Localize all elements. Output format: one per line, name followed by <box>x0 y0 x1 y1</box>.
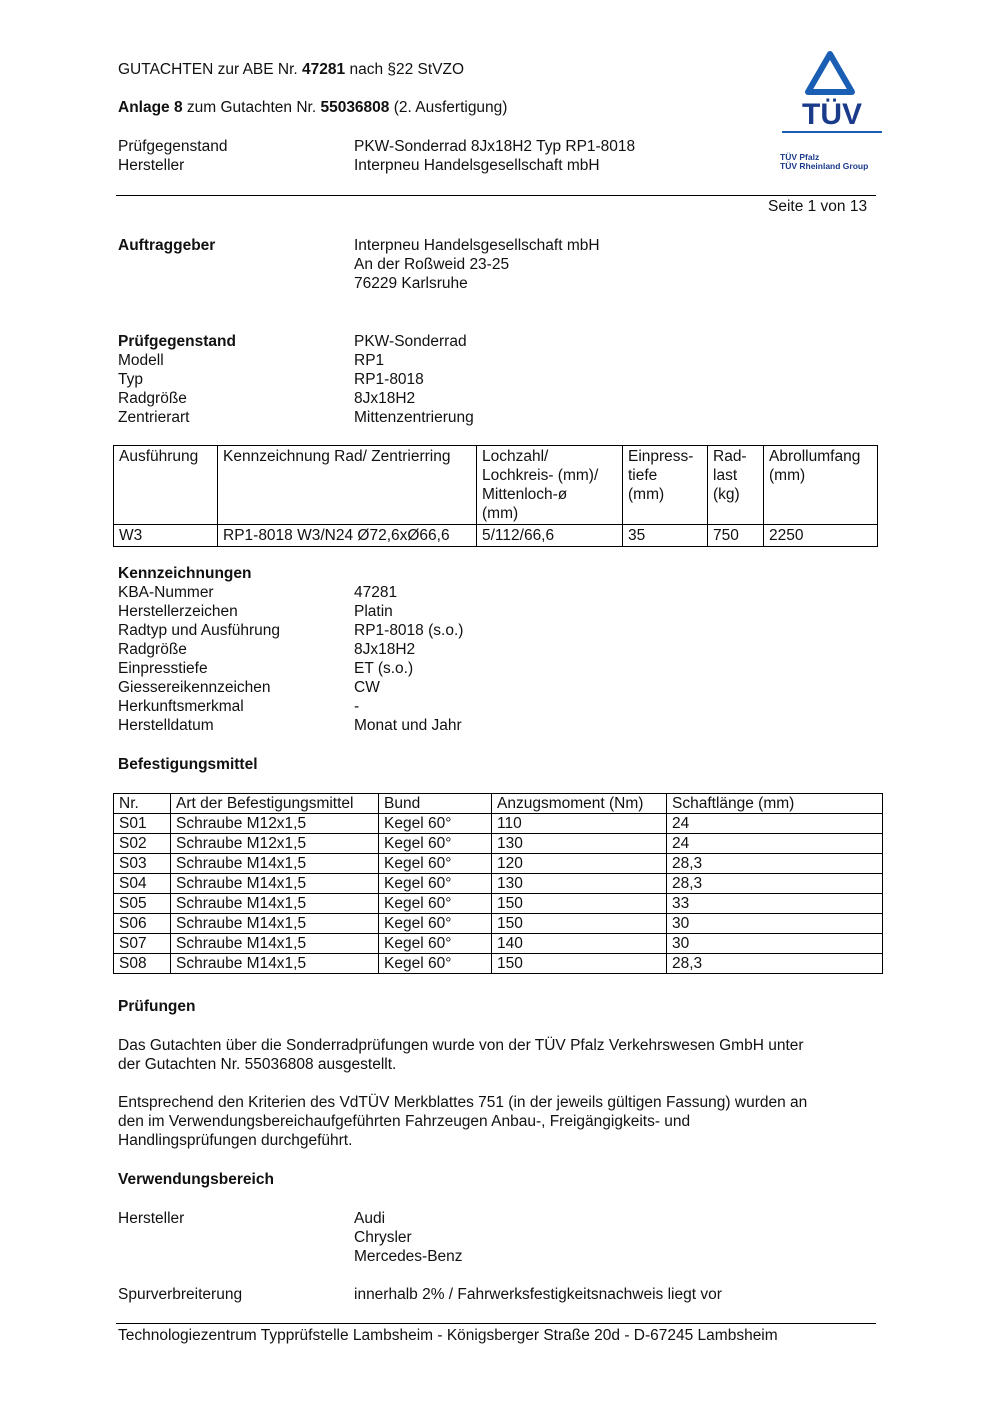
pg-label-3: Radgröße <box>118 390 187 407</box>
table-cell: 24 <box>667 834 883 854</box>
pg-label-0: Prüfgegenstand <box>118 333 236 350</box>
table-row <box>114 894 883 914</box>
table-cell: 120 <box>492 854 667 874</box>
table-cell: 750 <box>708 525 764 547</box>
kz-label-4: Einpresstiefe <box>118 660 208 677</box>
table-cell: Schraube M12x1,5 <box>171 834 379 854</box>
wheel-spec-header-cell: Kennzeichnung Rad/ Zentrierring <box>218 446 477 525</box>
pruefungen-p1-line-2: der Gutachten Nr. 55036808 ausgestellt. <box>118 1056 397 1073</box>
wheel-spec-row <box>114 525 878 547</box>
table-row <box>114 914 883 934</box>
vb-spur-label: Spurverbreiterung <box>118 1286 243 1303</box>
vb-spur-value: innerhalb 2% / Fahrwerksfestigkeitsnachweis liegt vor <box>354 1286 722 1303</box>
header-line-2-mid: zum Gutachten Nr. <box>182 99 321 116</box>
abe-number: 47281 <box>302 61 346 78</box>
table-cell: Schraube M14x1,5 <box>171 854 379 874</box>
table-cell: Schraube M12x1,5 <box>171 814 379 834</box>
header-line-1-prefix: GUTACHTEN zur ABE Nr. <box>118 61 303 78</box>
befestigung-title: Befestigungsmittel <box>118 756 258 773</box>
wheel-spec-header-cell: Abrollumfang (mm) <box>764 446 878 525</box>
table-cell: S03 <box>114 854 171 874</box>
pg-label-4: Zentrierart <box>118 409 190 426</box>
verwendungsbereich-title: Verwendungsbereich <box>118 1171 274 1188</box>
kz-label-3: Radgröße <box>118 641 187 658</box>
header-line-2-suffix: (2. Ausfertigung) <box>389 99 508 116</box>
table-cell: 2250 <box>764 525 878 547</box>
pg-value-4: Mittenzentrierung <box>354 409 474 426</box>
kennzeichnungen-title: Kennzeichnungen <box>118 565 252 582</box>
table-cell: Kegel 60° <box>379 834 492 854</box>
auftraggeber-line-3: 76229 Karlsruhe <box>354 275 468 292</box>
kz-value-7: Monat und Jahr <box>354 717 462 734</box>
tuv-logo-line-2: TÜV Rheinland Group <box>780 161 869 171</box>
pg-label-1: Modell <box>118 352 164 369</box>
kz-label-7: Herstelldatum <box>118 717 214 734</box>
pruefungen-p2-line-3: Handlingsprüfungen durchgeführt. <box>118 1132 353 1149</box>
fastener-header-cell: Art der Befestigungsmittel <box>171 794 379 814</box>
pg-value-0: PKW-Sonderrad <box>354 333 467 350</box>
pruefungen-p1-line-1: Das Gutachten über die Sonderradprüfungen wurde von der TÜV Pfalz Verkehrswesen GmbH unter <box>118 1037 804 1054</box>
table-cell: S05 <box>114 894 171 914</box>
kz-value-6: - <box>354 698 360 715</box>
table-cell: 150 <box>492 954 667 974</box>
table-cell: 28,3 <box>667 854 883 874</box>
fastener-header-cell: Anzugsmoment (Nm) <box>492 794 667 814</box>
table-cell: 24 <box>667 814 883 834</box>
table-cell: Schraube M14x1,5 <box>171 914 379 934</box>
table-row <box>114 934 883 954</box>
wheel-spec-header-cell: Rad- last (kg) <box>708 446 764 525</box>
vb-hersteller-label: Hersteller <box>118 1210 185 1227</box>
fastener-table <box>113 793 883 974</box>
tuv-logo-line-1: TÜV Pfalz <box>780 152 820 162</box>
table-cell: Kegel 60° <box>379 894 492 914</box>
table-cell: Kegel 60° <box>379 914 492 934</box>
fastener-header-cell: Schaftlänge (mm) <box>667 794 883 814</box>
pruefungen-p2-line-2: den im Verwendungsbereichaufgeführten Fahrzeugen Anbau-, Freigängigkeits- und <box>118 1113 691 1130</box>
page-number: Seite 1 von 13 <box>768 198 868 215</box>
header-hersteller-value: Interpneu Handelsgesellschaft mbH <box>354 157 600 174</box>
table-cell: 110 <box>492 814 667 834</box>
table-cell: Kegel 60° <box>379 854 492 874</box>
table-cell: 130 <box>492 874 667 894</box>
gutachten-number: 55036808 <box>320 99 390 116</box>
fastener-header-cell: Bund <box>379 794 492 814</box>
pruefungen-p2-line-1: Entsprechend den Kriterien des VdTÜV Merkblattes 751 (in der jeweils gültigen Fassung) wurden an <box>118 1094 808 1111</box>
wheel-spec-header-cell: Ausführung <box>114 446 218 525</box>
pg-value-1: RP1 <box>354 352 385 369</box>
table-cell: S01 <box>114 814 171 834</box>
table-cell: 33 <box>667 894 883 914</box>
wheel-spec-header-row <box>114 446 878 525</box>
table-cell: RP1-8018 W3/N24 Ø72,6xØ66,6 <box>218 525 477 547</box>
kz-value-2: RP1-8018 (s.o.) <box>354 622 464 639</box>
table-cell: W3 <box>114 525 218 547</box>
table-cell: Kegel 60° <box>379 954 492 974</box>
vb-hersteller-1: Chrysler <box>354 1229 412 1246</box>
kz-label-5: Giessereikennzeichen <box>118 679 271 696</box>
header-divider <box>116 195 876 196</box>
wheel-spec-header-cell: Lochzahl/ Lochkreis- (mm)/ Mittenloch-ø (mm) <box>477 446 623 525</box>
table-cell: 130 <box>492 834 667 854</box>
table-cell: Kegel 60° <box>379 814 492 834</box>
tuv-triangle-icon <box>780 50 884 134</box>
table-cell: S02 <box>114 834 171 854</box>
pruefungen-title: Prüfungen <box>118 998 196 1015</box>
kz-label-1: Herstellerzeichen <box>118 603 238 620</box>
table-cell: Schraube M14x1,5 <box>171 934 379 954</box>
kz-value-5: CW <box>354 679 380 696</box>
table-cell: 150 <box>492 894 667 914</box>
table-cell: 5/112/66,6 <box>477 525 623 547</box>
header-line-2 <box>118 98 507 117</box>
table-cell: Kegel 60° <box>379 874 492 894</box>
kz-label-6: Herkunftsmerkmal <box>118 698 244 715</box>
auftraggeber-line-1: Interpneu Handelsgesellschaft mbH <box>354 237 600 254</box>
table-cell: S08 <box>114 954 171 974</box>
table-cell: S06 <box>114 914 171 934</box>
table-row <box>114 814 883 834</box>
fastener-header-cell: Nr. <box>114 794 171 814</box>
table-cell: S07 <box>114 934 171 954</box>
tuv-logo <box>780 50 884 171</box>
header-line-1 <box>118 60 464 79</box>
table-cell: Schraube M14x1,5 <box>171 954 379 974</box>
header-prufgegenstand-label: Prüfgegenstand <box>118 138 228 155</box>
kz-value-1: Platin <box>354 603 393 620</box>
tuv-brand: TÜV <box>802 98 862 131</box>
table-cell: 30 <box>667 914 883 934</box>
table-cell: 28,3 <box>667 954 883 974</box>
table-row <box>114 954 883 974</box>
kz-value-4: ET (s.o.) <box>354 660 414 677</box>
header-hersteller-label: Hersteller <box>118 157 185 174</box>
auftraggeber-line-2: An der Roßweid 23-25 <box>354 256 510 273</box>
table-cell: 30 <box>667 934 883 954</box>
footer-address: Technologiezentrum Typprüfstelle Lambsheim - Königsberger Straße 20d - D-67245 Lambsheim <box>118 1327 778 1344</box>
table-row <box>114 874 883 894</box>
vb-hersteller-0: Audi <box>354 1210 386 1227</box>
auftraggeber-label: Auftraggeber <box>118 237 216 254</box>
kz-label-2: Radtyp und Ausführung <box>118 622 281 639</box>
kz-label-0: KBA-Nummer <box>118 584 214 601</box>
table-cell: Schraube M14x1,5 <box>171 874 379 894</box>
vb-hersteller-2: Mercedes-Benz <box>354 1248 463 1265</box>
footer-divider <box>116 1323 876 1324</box>
anlage-label: Anlage 8 <box>118 99 183 116</box>
table-row <box>114 834 883 854</box>
header-line-1-suffix: nach §22 StVZO <box>345 61 465 78</box>
pg-value-3: 8Jx18H2 <box>354 390 416 407</box>
table-cell: 150 <box>492 914 667 934</box>
table-cell: 28,3 <box>667 874 883 894</box>
header-prufgegenstand-value: PKW-Sonderrad 8Jx18H2 Typ RP1-8018 <box>354 138 636 155</box>
kz-value-3: 8Jx18H2 <box>354 641 416 658</box>
table-cell: S04 <box>114 874 171 894</box>
table-row <box>114 854 883 874</box>
pg-label-2: Typ <box>118 371 143 388</box>
table-cell: 140 <box>492 934 667 954</box>
table-cell: Kegel 60° <box>379 934 492 954</box>
table-cell: Schraube M14x1,5 <box>171 894 379 914</box>
fastener-header-row <box>114 794 883 814</box>
wheel-spec-table <box>113 445 878 547</box>
kz-value-0: 47281 <box>354 584 398 601</box>
pg-value-2: RP1-8018 <box>354 371 424 388</box>
wheel-spec-header-cell: Einpress- tiefe (mm) <box>623 446 708 525</box>
table-cell: 35 <box>623 525 708 547</box>
